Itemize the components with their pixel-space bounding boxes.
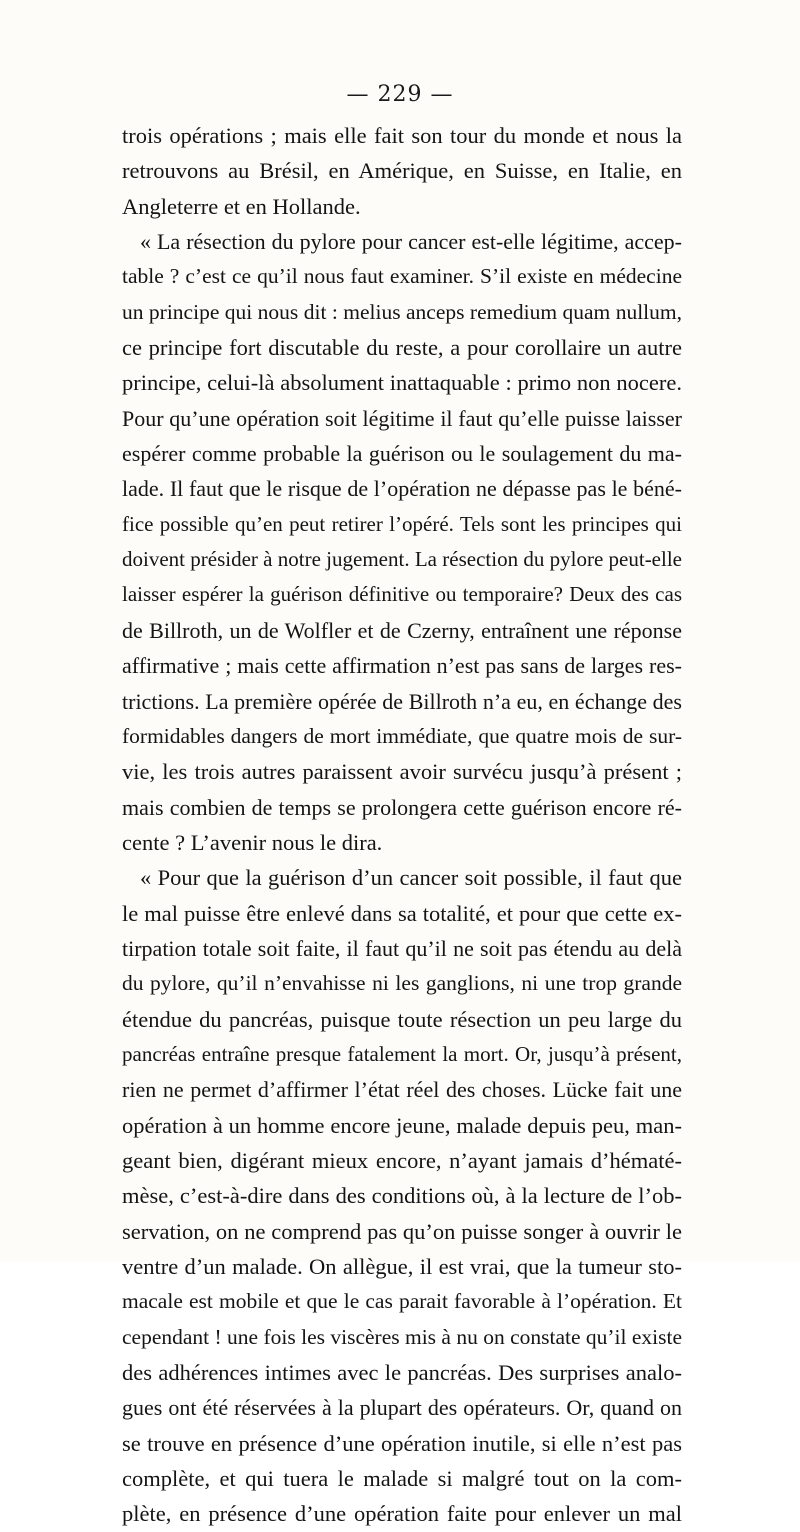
text-line: formidables dangers de mort immédiate, que quatre mois de sur- [122, 723, 682, 748]
text-line: de Billroth, un de Wolfler et de Czerny, entraînent une réponse [122, 617, 682, 643]
text-line: ventre d’un malade. On allègue, il est vrai, que la tumeur sto- [122, 1254, 682, 1279]
text-line: un principe qui nous dit : melius anceps remedium quam nullum, [122, 299, 682, 324]
text-line: gues ont été réservées à la plupart des opérateurs. Or, quand on [122, 1395, 682, 1421]
text-line: ce principe fort discutable du reste, a pour corollaire un autre [122, 335, 682, 361]
text-line: du pylore, qu’il n’envahisse ni les ganglions, ni une trop grande [122, 971, 682, 996]
text-line: affirmative ; mais cette affirmation n’est pas sans de larges res- [122, 653, 682, 679]
text-line: cependant ! une fois les viscères mis à nu on constate qu’il existe [122, 1324, 683, 1349]
text-line: retrouvons au Brésil, en Amérique, en Suisse, en Italie, en [122, 158, 682, 184]
text-line: opération à un homme encore jeune, malade depuis peu, man- [122, 1112, 682, 1138]
text-line: fice possible qu’en peut retirer l’opéré. Tels sont les principes qui [122, 511, 682, 536]
text-line: complète, et qui tuera le malade si malgré tout on la com- [122, 1466, 682, 1492]
text-line: espérer comme probable la guérison ou le soulagement du ma- [122, 441, 682, 467]
text-line: trictions. La première opérée de Billroth n’a eu, en échange des [122, 688, 682, 714]
text-line: cente ? L’avenir nous le dira. [122, 829, 383, 855]
text-line: tirpation totale soit faite, il faut qu’il ne soit pas étendu au delà [122, 935, 682, 961]
text-line: lade. Il faut que le risque de l’opération ne dépasse pas le béné- [122, 476, 682, 502]
text-line: des adhérences intimes avec le pancréas. Des surprises analo- [122, 1360, 682, 1386]
body-text [122, 118, 682, 1532]
text-line: table ? c’est ce qu’il nous faut examiner. S’il existe en médecine [122, 264, 682, 289]
text-line: vie, les trois autres paraissent avoir survécu jusqu’à présent ; [122, 759, 682, 785]
text-line: trois opérations ; mais elle fait son tour du monde et nous la [122, 123, 682, 148]
text-line: mais combien de temps se prolongera cette guérison encore ré- [122, 794, 682, 820]
text-line: le mal puisse être enlevé dans sa totalité, et pour que cette ex- [122, 900, 682, 926]
text-line: Angleterre et en Hollande. [122, 193, 361, 219]
text-line: étendue du pancréas, puisque toute résection un peu large du [122, 1006, 682, 1032]
text-line: « Pour que la guérison d’un cancer soit possible, il faut que [140, 865, 682, 891]
text-line: pancréas entraîne presque fatalement la mort. Or, jusqu’à présent, [122, 1041, 682, 1066]
text-line: Pour qu’une opération soit légitime il faut qu’elle puisse laisser [122, 405, 682, 431]
text-line: doivent présider à notre jugement. La résection du pylore peut-elle [122, 547, 682, 572]
text-line: macale est mobile et que le cas parait favorable à l’opération. Et [122, 1289, 682, 1314]
text-line: servation, on ne comprend pas qu’on puisse songer à ouvrir le [122, 1218, 682, 1244]
text-line: mèse, c’est-à-dire dans des conditions où, à la lecture de l’ob- [122, 1183, 682, 1209]
text-line: se trouve en présence d’une opération inutile, si elle n’est pas [122, 1430, 682, 1456]
text-line: geant bien, digérant mieux encore, n’ayant jamais d’hématé- [122, 1147, 682, 1173]
text-line: laisser espérer la guérison définitive ou temporaire? Deux des cas [122, 582, 682, 607]
text-line: « La résection du pylore pour cancer est-elle légitime, accep- [140, 229, 682, 255]
text-line: plète, en présence d’une opération faite pour enlever un mal [122, 1501, 682, 1527]
text-line: rien ne permet d’affirmer l’état réel des choses. Lücke fait une [122, 1077, 682, 1103]
page-number: — 229 — [346, 82, 454, 107]
text-line: principe, celui-là absolument inattaquable : primo non nocere. [122, 370, 682, 396]
